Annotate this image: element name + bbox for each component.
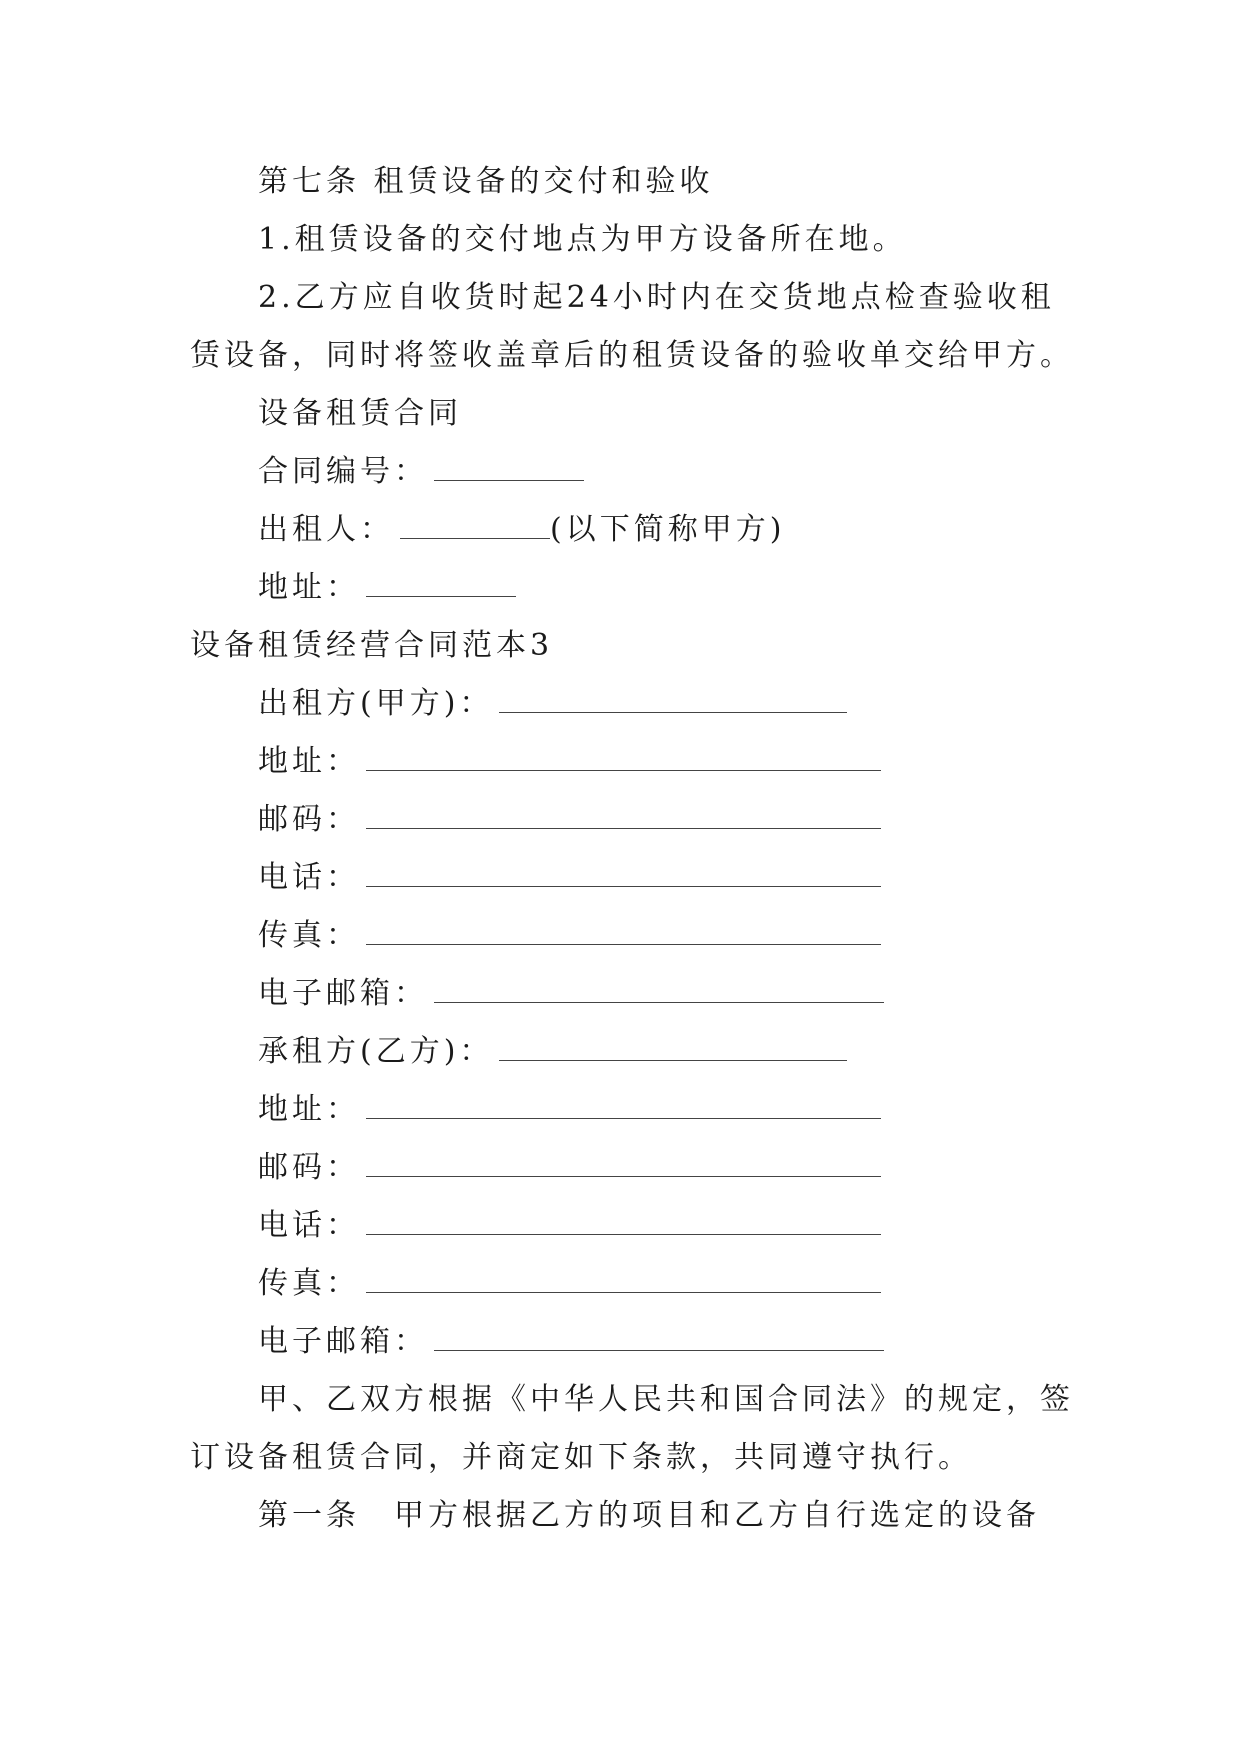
article-7-clause-2 xyxy=(258,278,1055,318)
field-label: 邮码： xyxy=(258,802,360,837)
text-line: 订设备租赁合同，并商定如下条款，共同遵守执行。 xyxy=(190,1440,972,1475)
fill-in-blank[interactable] xyxy=(434,1324,884,1351)
field-label: 地址： xyxy=(258,1092,360,1127)
article-7-clause-2-cont xyxy=(190,336,1074,376)
field-label: 地址： xyxy=(258,570,360,605)
contract-title xyxy=(258,394,462,434)
text-line: 1.租赁设备的交付地点为甲方设备所在地。 xyxy=(258,222,907,257)
field-label: 承租方(乙方)： xyxy=(258,1034,494,1069)
article-1-line xyxy=(258,1496,1040,1536)
contract-number-field xyxy=(258,452,584,492)
preamble-line-1 xyxy=(258,1380,1074,1420)
party-a-address-field xyxy=(258,742,881,782)
party-a-phone-field xyxy=(258,858,881,898)
fill-in-blank[interactable] xyxy=(499,686,847,713)
field-label: 出租方(甲方)： xyxy=(258,686,494,721)
field-label: 电话： xyxy=(258,860,360,895)
fill-in-blank[interactable] xyxy=(400,512,550,539)
party-a-postcode-field xyxy=(258,800,881,840)
fill-in-blank[interactable] xyxy=(366,860,881,887)
party-b-postcode-field xyxy=(258,1148,881,1188)
field-label: 出租人： xyxy=(258,512,394,547)
field-label: 地址： xyxy=(258,744,360,779)
field-label: 传真： xyxy=(258,918,360,953)
party-b-email-field xyxy=(258,1322,884,1362)
fill-in-blank[interactable] xyxy=(366,1266,881,1293)
fill-in-blank[interactable] xyxy=(366,1150,881,1177)
text-line: 甲、乙双方根据《中华人民共和国合同法》的规定，签 xyxy=(258,1382,1074,1417)
text-line: 设备租赁经营合同范本3 xyxy=(190,628,554,663)
fill-in-blank[interactable] xyxy=(366,1208,881,1235)
text-line: 第七条 租赁设备的交付和验收 xyxy=(258,164,714,199)
field-label: 电子邮箱： xyxy=(258,976,428,1011)
article-7-clause-1 xyxy=(258,220,907,260)
lessor-party-a-field xyxy=(258,684,847,724)
fill-in-blank[interactable] xyxy=(366,802,881,829)
party-b-fax-field xyxy=(258,1264,881,1304)
address-field xyxy=(258,568,516,608)
field-label: 电子邮箱： xyxy=(258,1324,428,1359)
template-heading xyxy=(190,626,553,666)
article-7-heading xyxy=(258,162,714,202)
fill-in-blank[interactable] xyxy=(366,918,881,945)
text-line: 赁设备，同时将签收盖章后的租赁设备的验收单交给甲方。 xyxy=(190,338,1074,373)
party-a-fax-field xyxy=(258,916,881,956)
fill-in-blank[interactable] xyxy=(434,454,584,481)
field-label: 电话： xyxy=(258,1208,360,1243)
lessee-party-b-field xyxy=(258,1032,847,1072)
fill-in-blank[interactable] xyxy=(366,570,516,597)
fill-in-blank[interactable] xyxy=(366,744,881,771)
text-line: 2.乙方应自收货时起24小时内在交货地点检查验收租 xyxy=(258,280,1055,315)
party-a-email-field xyxy=(258,974,884,1014)
fill-in-blank[interactable] xyxy=(434,976,884,1003)
field-label: 合同编号： xyxy=(258,454,428,489)
text-line: 设备租赁合同 xyxy=(258,396,462,431)
lessor-field xyxy=(258,510,785,550)
fill-in-blank[interactable] xyxy=(366,1092,881,1119)
party-b-address-field xyxy=(258,1090,881,1130)
fill-in-blank[interactable] xyxy=(499,1034,847,1061)
party-b-phone-field xyxy=(258,1206,881,1246)
text-line: 第一条 甲方根据乙方的项目和乙方自行选定的设备 xyxy=(258,1498,1040,1533)
preamble-line-2 xyxy=(190,1438,972,1478)
field-label: 邮码： xyxy=(258,1150,360,1185)
field-suffix: (以下简称甲方) xyxy=(550,512,786,547)
field-label: 传真： xyxy=(258,1266,360,1301)
